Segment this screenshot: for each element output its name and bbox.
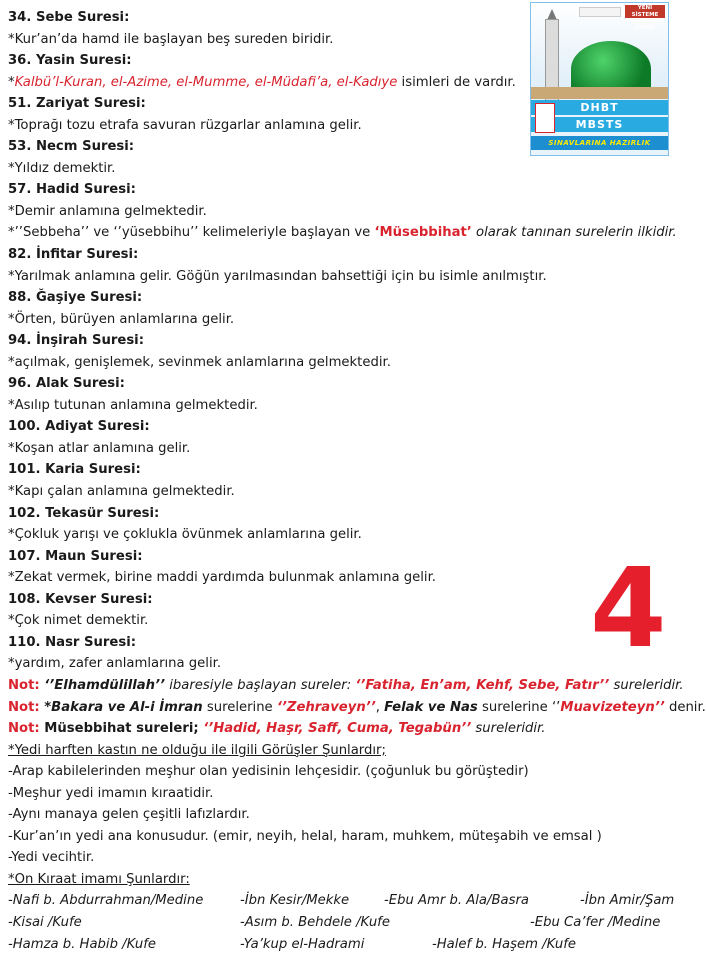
sure-description: *Çok nimet demektir. [8, 613, 149, 629]
yasin-names: Kalbü’l-Kuran, el-Azime, el-Mumme, el-Müdafi’a, el-Kadıye [14, 74, 398, 90]
sure-heading: 34. Sebe Suresi: [8, 10, 130, 25]
sure-heading: 36. Yasin Suresi: [8, 53, 132, 69]
note-label: Not: [8, 721, 40, 737]
sure-heading: 101. Karia Suresi: [8, 462, 141, 478]
sure-heading: 108. Kevser Suresi: [8, 591, 153, 607]
kiraat-imam: -Kisai /Kufe [8, 914, 82, 930]
list-item: -Arap kabilelerinden meşhur olan yedisinin lehçesidir. (çoğunluk bu görüştedir) [8, 764, 529, 780]
sure-description: *Yıldız demektir. [8, 160, 116, 176]
sure-heading: 102. Tekasür Suresi: [8, 505, 160, 521]
sure-description: *Zekat vermek, birine maddi yardımda bulunmak anlamına gelir. [8, 570, 436, 586]
sure-description: *Çokluk yarışı ve çoklukla övünmek anlamlarına gelir. [8, 527, 362, 543]
sure-heading: 96. Alak Suresi: [8, 376, 125, 392]
kiraat-row [8, 934, 673, 956]
note-label: Not: [8, 677, 40, 693]
note-line: Not: Müsebbihat sureleri; ‘’Hadid, Haşr, Saff, Cuma, Tegabün’’ sureleridir. [8, 721, 546, 737]
logo-band-dhbt: DHBT [531, 100, 668, 115]
logo-top-tag: YENİ SİSTEME UYGUN TEST KİTABI [625, 5, 665, 31]
list-item: -Meşhur yedi imamın kıraatidir. [8, 785, 214, 801]
sure-description: *açılmak, genişlemek, sevinmek anlamlarına gelmektedir. [8, 354, 391, 370]
kiraat-imam: -İbn Amir/Şam [580, 893, 675, 909]
list-item: -Kur’an’ın yedi ana konusudur. (emir, neyih, helal, haram, muhkem, müteşabih ve emsal ) [8, 828, 602, 844]
document-body [8, 7, 706, 955]
kiraat-imam: -Ebu Amr b. Ala/Basra [384, 893, 529, 909]
note-line: Not: ‘’Elhamdülillah’’ ibaresiyle başlayan sureler: ‘’Fatiha, En’am, Kehf, Sebe, Fatır’’ sureleridir. [8, 677, 684, 693]
sure-heading: 107. Maun Suresi: [8, 548, 143, 564]
sure-description: *Demir anlamına gelmektedir. [8, 203, 207, 219]
sure-description: *Toprağı tozu etrafa savuran rüzgarlar anlamına gelir. [8, 117, 362, 133]
sure-description: *Kapı çalan anlamına gelmektedir. [8, 484, 235, 500]
sure-heading: 53. Necm Suresi: [8, 139, 135, 155]
kiraat-imam: -Asım b. Behdele /Kufe [240, 914, 390, 930]
note-line: Not: *Bakara ve Al-i İmran surelerine ‘’Zehraveyn’’, Felak ve Nas surelerine ‘’Muavizeteyn’’ denir. [8, 699, 706, 715]
sure-heading: 88. Ğaşiye Suresi: [8, 290, 143, 306]
page-number-badge: 4 [590, 544, 667, 672]
kiraat-imam: -Halef b. Haşem /Kufe [432, 936, 576, 952]
kiraat-imam: -Ya’kup el-Hadrami [240, 936, 365, 952]
sure-description: *Asılıp tutunan anlamına gelmektedir. [8, 397, 258, 413]
sure-description: *Kur’an’da hamd ile başlayan beş sureden biridir. [8, 31, 334, 47]
kiraat-row [8, 912, 673, 934]
kiraat-imam: -Ebu Ca’fer /Medine [530, 914, 661, 930]
sure-heading: 100. Adiyat Suresi: [8, 419, 150, 435]
musebbihat-term: ‘Müsebbihat’ [374, 225, 472, 241]
sure-description: *’’Sebbeha’’ ve ‘’yüsebbihu’’ kelimeleriyle başlayan ve ‘Müsebbihat’ olarak tanınan surelerin ilkidir. [8, 225, 677, 241]
sure-description: *Yarılmak anlamına gelir. Göğün yarılmasından bahsettiği için bu isimle anılmıştır. [8, 268, 547, 284]
sure-description: *Koşan atlar anlamına gelir. [8, 440, 191, 456]
yedi-harf-heading: *Yedi harften kastın ne olduğu ile ilgili Görüşler Şunlardır; [8, 742, 386, 758]
sure-heading: 110. Nasr Suresi: [8, 634, 136, 650]
sure-heading: 82. İnfitar Suresi: [8, 247, 139, 263]
sure-heading: 57. Hadid Suresi: [8, 182, 136, 198]
kiraat-imam: -Nafi b. Abdurrahman/Medine [8, 893, 204, 909]
sure-heading: 51. Zariyat Suresi: [8, 96, 146, 112]
logo-band-mbsts: MBSTS [531, 117, 668, 132]
sure-heading: 94. İnşirah Suresi: [8, 333, 144, 349]
note-label: Not: [8, 699, 40, 715]
kiraat-imam: -İbn Kesir/Mekke [240, 893, 350, 909]
list-item: -Yedi vecihtir. [8, 850, 95, 866]
kiraat-imam: -Hamza b. Habib /Kufe [8, 936, 156, 952]
sure-description: *yardım, zafer anlamlarına gelir. [8, 656, 222, 672]
list-item: -Aynı manaya gelen çeşitli lafızlardır. [8, 807, 250, 823]
kiraat-heading: *On Kıraat imamı Şunlardır: [8, 871, 190, 887]
sure-description: *Kalbü’l-Kuran, el-Azime, el-Mumme, el-Müdafi’a, el-Kadıye isimleri de vardır. [8, 74, 516, 90]
logo-band-tagline: SINAVLARINA HAZIRLIK [531, 136, 668, 150]
sure-description: *Örten, bürüyen anlamlarına gelir. [8, 311, 235, 327]
kiraat-row [8, 890, 673, 912]
